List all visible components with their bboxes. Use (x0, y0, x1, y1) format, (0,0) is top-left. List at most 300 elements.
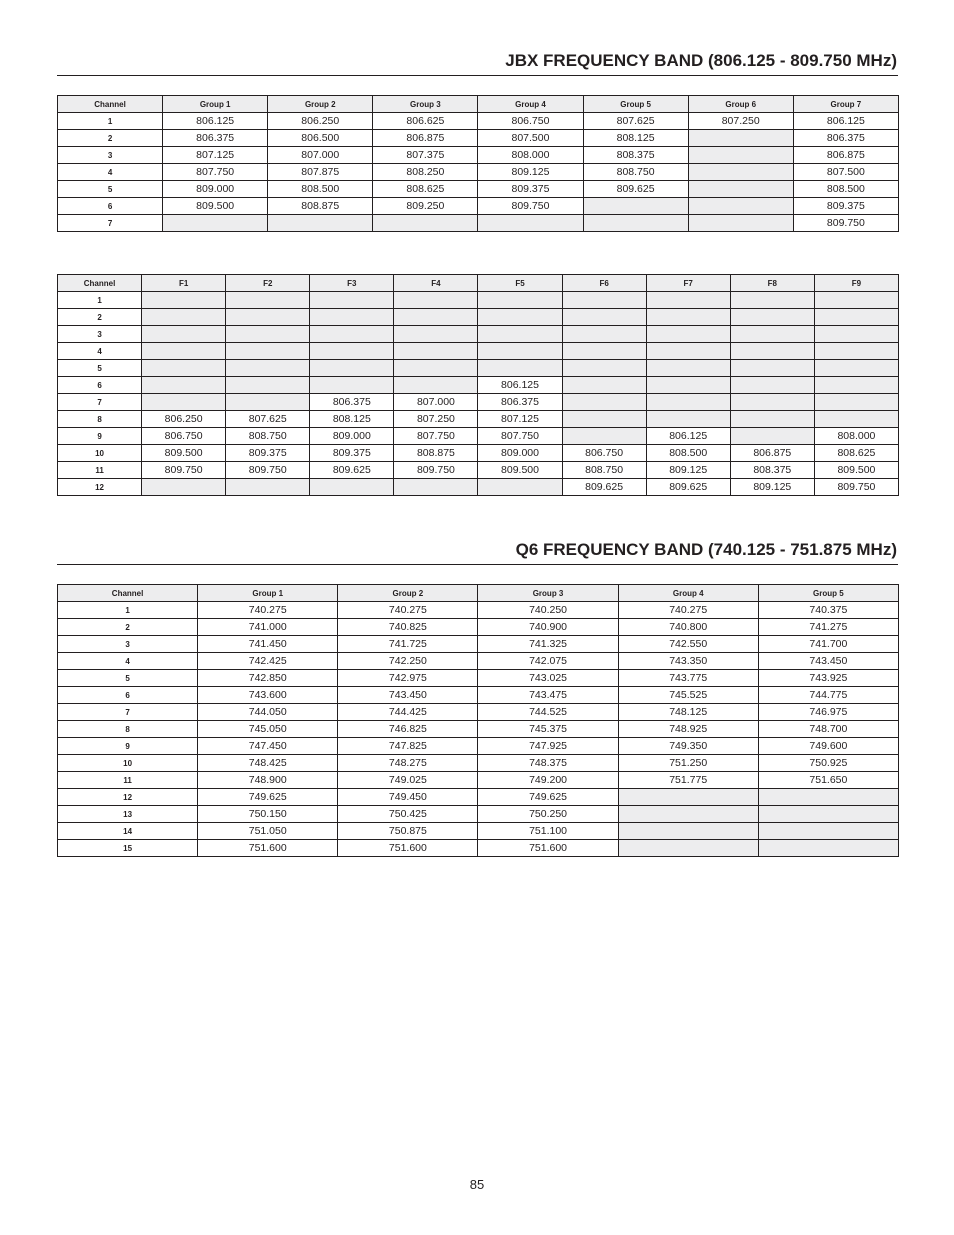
empty-cell (310, 292, 394, 309)
frequency-cell: 741.700 (758, 636, 898, 653)
channel-number: 3 (58, 147, 163, 164)
empty-cell (478, 360, 562, 377)
frequency-cell: 806.375 (163, 130, 268, 147)
empty-cell (688, 130, 793, 147)
frequency-cell: 808.625 (373, 181, 478, 198)
frequency-cell: 743.025 (478, 670, 618, 687)
frequency-cell: 740.275 (198, 602, 338, 619)
frequency-cell: 807.750 (163, 164, 268, 181)
empty-cell (730, 360, 814, 377)
jbx-group-table (57, 95, 899, 232)
frequency-cell: 806.875 (730, 445, 814, 462)
column-header: F6 (562, 275, 646, 292)
frequency-cell: 742.250 (338, 653, 478, 670)
table-row (58, 309, 899, 326)
empty-cell (646, 292, 730, 309)
channel-number: 13 (58, 806, 198, 823)
channel-number: 14 (58, 823, 198, 840)
frequency-cell: 806.125 (478, 377, 562, 394)
frequency-cell: 808.125 (583, 130, 688, 147)
frequency-cell: 742.075 (478, 653, 618, 670)
empty-cell (310, 479, 394, 496)
channel-number: 2 (58, 309, 142, 326)
empty-cell (226, 394, 310, 411)
frequency-cell: 743.350 (618, 653, 758, 670)
frequency-cell: 806.750 (562, 445, 646, 462)
frequency-cell: 807.500 (793, 164, 898, 181)
column-header: Group 3 (478, 585, 618, 602)
channel-number: 7 (58, 394, 142, 411)
empty-cell (730, 411, 814, 428)
frequency-cell: 750.150 (198, 806, 338, 823)
empty-cell (478, 215, 583, 232)
empty-cell (646, 411, 730, 428)
frequency-cell: 809.750 (478, 198, 583, 215)
frequency-cell: 806.125 (793, 113, 898, 130)
column-header: F4 (394, 275, 478, 292)
empty-cell (618, 789, 758, 806)
empty-cell (730, 326, 814, 343)
empty-cell (226, 479, 310, 496)
frequency-cell: 809.750 (814, 479, 898, 496)
frequency-cell: 807.000 (268, 147, 373, 164)
column-header: Group 2 (268, 96, 373, 113)
column-header: F8 (730, 275, 814, 292)
frequency-cell: 745.525 (618, 687, 758, 704)
frequency-cell: 809.750 (793, 215, 898, 232)
frequency-cell: 748.925 (618, 721, 758, 738)
empty-cell (562, 309, 646, 326)
frequency-cell: 743.775 (618, 670, 758, 687)
frequency-cell: 806.375 (478, 394, 562, 411)
frequency-cell: 751.600 (338, 840, 478, 857)
frequency-cell: 809.750 (226, 462, 310, 479)
empty-cell (562, 292, 646, 309)
frequency-cell: 809.500 (142, 445, 226, 462)
empty-cell (142, 343, 226, 360)
empty-cell (730, 309, 814, 326)
empty-cell (142, 326, 226, 343)
frequency-cell: 742.850 (198, 670, 338, 687)
frequency-cell: 806.875 (373, 130, 478, 147)
frequency-cell: 806.250 (142, 411, 226, 428)
column-header: Group 1 (198, 585, 338, 602)
column-header: F3 (310, 275, 394, 292)
frequency-cell: 809.500 (163, 198, 268, 215)
channel-number: 4 (58, 653, 198, 670)
frequency-cell: 807.125 (478, 411, 562, 428)
jbx-title-rule (57, 75, 898, 76)
empty-cell (142, 394, 226, 411)
empty-cell (142, 292, 226, 309)
frequency-cell: 751.775 (618, 772, 758, 789)
frequency-cell: 808.625 (814, 445, 898, 462)
frequency-cell: 744.425 (338, 704, 478, 721)
frequency-cell: 807.375 (373, 147, 478, 164)
frequency-cell: 741.275 (758, 619, 898, 636)
table-row (58, 377, 899, 394)
channel-number: 6 (58, 377, 142, 394)
empty-cell (730, 343, 814, 360)
empty-cell (562, 394, 646, 411)
frequency-cell: 747.450 (198, 738, 338, 755)
empty-cell (478, 326, 562, 343)
channel-number: 1 (58, 113, 163, 130)
table-row (58, 755, 899, 772)
frequency-cell: 809.625 (562, 479, 646, 496)
channel-number: 12 (58, 789, 198, 806)
frequency-cell: 808.500 (268, 181, 373, 198)
frequency-cell: 807.000 (394, 394, 478, 411)
frequency-cell: 806.750 (142, 428, 226, 445)
table-row (58, 602, 899, 619)
frequency-cell: 807.750 (394, 428, 478, 445)
channel-number: 9 (58, 428, 142, 445)
empty-cell (814, 360, 898, 377)
frequency-cell: 806.875 (793, 147, 898, 164)
empty-cell (394, 326, 478, 343)
table-row (58, 687, 899, 704)
frequency-cell: 749.450 (338, 789, 478, 806)
column-header: Group 3 (373, 96, 478, 113)
empty-cell (373, 215, 478, 232)
channel-column-header: Channel (58, 585, 198, 602)
table-row (58, 164, 899, 181)
table-row (58, 619, 899, 636)
table-row (58, 789, 899, 806)
empty-cell (688, 198, 793, 215)
frequency-cell: 740.275 (618, 602, 758, 619)
column-header: Group 5 (758, 585, 898, 602)
column-header: F9 (814, 275, 898, 292)
empty-cell (394, 292, 478, 309)
empty-cell (618, 823, 758, 840)
channel-number: 12 (58, 479, 142, 496)
table-row (58, 670, 899, 687)
channel-number: 1 (58, 602, 198, 619)
channel-column-header: Channel (58, 96, 163, 113)
empty-cell (562, 343, 646, 360)
empty-cell (814, 292, 898, 309)
empty-cell (142, 360, 226, 377)
frequency-cell: 809.125 (478, 164, 583, 181)
frequency-cell: 806.375 (793, 130, 898, 147)
channel-number: 9 (58, 738, 198, 755)
channel-number: 5 (58, 181, 163, 198)
channel-number: 10 (58, 755, 198, 772)
empty-cell (310, 326, 394, 343)
frequency-cell: 808.375 (583, 147, 688, 164)
channel-number: 6 (58, 198, 163, 215)
frequency-cell: 808.375 (730, 462, 814, 479)
frequency-cell: 808.750 (583, 164, 688, 181)
frequency-cell: 744.775 (758, 687, 898, 704)
channel-number: 7 (58, 704, 198, 721)
empty-cell (562, 326, 646, 343)
empty-cell (814, 394, 898, 411)
table-row (58, 292, 899, 309)
frequency-cell: 743.475 (478, 687, 618, 704)
frequency-cell: 809.125 (730, 479, 814, 496)
frequency-cell: 808.875 (394, 445, 478, 462)
frequency-cell: 749.625 (198, 789, 338, 806)
frequency-cell: 740.800 (618, 619, 758, 636)
empty-cell (478, 292, 562, 309)
frequency-cell: 806.500 (268, 130, 373, 147)
empty-cell (688, 181, 793, 198)
empty-cell (562, 360, 646, 377)
frequency-cell: 808.500 (646, 445, 730, 462)
channel-number: 5 (58, 670, 198, 687)
empty-cell (646, 360, 730, 377)
frequency-cell: 751.600 (478, 840, 618, 857)
table-row (58, 147, 899, 164)
frequency-cell: 743.925 (758, 670, 898, 687)
frequency-cell: 743.450 (338, 687, 478, 704)
frequency-cell: 740.825 (338, 619, 478, 636)
frequency-cell: 808.125 (310, 411, 394, 428)
empty-cell (758, 823, 898, 840)
table-row (58, 181, 899, 198)
table-row (58, 445, 899, 462)
frequency-cell: 806.125 (163, 113, 268, 130)
frequency-cell: 744.050 (198, 704, 338, 721)
frequency-cell: 809.250 (373, 198, 478, 215)
column-header: Group 7 (793, 96, 898, 113)
frequency-cell: 748.425 (198, 755, 338, 772)
table-row (58, 462, 899, 479)
empty-cell (646, 309, 730, 326)
empty-cell (618, 840, 758, 857)
empty-cell (562, 377, 646, 394)
channel-number: 6 (58, 687, 198, 704)
frequency-cell: 751.050 (198, 823, 338, 840)
empty-cell (730, 394, 814, 411)
channel-number: 2 (58, 130, 163, 147)
table-row (58, 130, 899, 147)
frequency-cell: 748.900 (198, 772, 338, 789)
frequency-cell: 808.000 (814, 428, 898, 445)
empty-cell (730, 292, 814, 309)
frequency-cell: 740.250 (478, 602, 618, 619)
frequency-cell: 750.425 (338, 806, 478, 823)
frequency-cell: 806.125 (646, 428, 730, 445)
table-header-row (58, 275, 899, 292)
q6-group-table (57, 584, 899, 857)
frequency-cell: 743.450 (758, 653, 898, 670)
empty-cell (478, 343, 562, 360)
frequency-cell: 808.750 (226, 428, 310, 445)
channel-number: 8 (58, 411, 142, 428)
empty-cell (226, 360, 310, 377)
frequency-cell: 747.925 (478, 738, 618, 755)
frequency-cell: 809.125 (646, 462, 730, 479)
empty-cell (814, 326, 898, 343)
frequency-cell: 808.750 (562, 462, 646, 479)
table-row (58, 411, 899, 428)
empty-cell (646, 326, 730, 343)
table-row (58, 198, 899, 215)
frequency-cell: 741.725 (338, 636, 478, 653)
empty-cell (142, 479, 226, 496)
frequency-cell: 808.000 (478, 147, 583, 164)
empty-cell (646, 343, 730, 360)
frequency-cell: 741.000 (198, 619, 338, 636)
frequency-cell: 742.975 (338, 670, 478, 687)
frequency-cell: 807.250 (394, 411, 478, 428)
frequency-cell: 809.000 (478, 445, 562, 462)
table-row (58, 823, 899, 840)
channel-number: 2 (58, 619, 198, 636)
frequency-cell: 808.875 (268, 198, 373, 215)
frequency-cell: 742.550 (618, 636, 758, 653)
channel-number: 11 (58, 772, 198, 789)
table-row (58, 215, 899, 232)
table-row (58, 394, 899, 411)
empty-cell (618, 806, 758, 823)
table-row (58, 653, 899, 670)
frequency-cell: 750.250 (478, 806, 618, 823)
empty-cell (730, 428, 814, 445)
empty-cell (758, 806, 898, 823)
frequency-cell: 751.650 (758, 772, 898, 789)
table-row (58, 636, 899, 653)
frequency-cell: 809.625 (646, 479, 730, 496)
empty-cell (646, 394, 730, 411)
frequency-cell: 751.250 (618, 755, 758, 772)
empty-cell (562, 428, 646, 445)
channel-number: 7 (58, 215, 163, 232)
empty-cell (142, 309, 226, 326)
channel-number: 4 (58, 164, 163, 181)
frequency-cell: 809.750 (394, 462, 478, 479)
table-row (58, 721, 899, 738)
column-header: Group 6 (688, 96, 793, 113)
table-header-row (58, 96, 899, 113)
empty-cell (758, 789, 898, 806)
jbx-band-title: JBX FREQUENCY BAND (806.125 - 809.750 MHz) (505, 51, 897, 70)
frequency-cell: 806.250 (268, 113, 373, 130)
frequency-cell: 748.700 (758, 721, 898, 738)
frequency-cell: 749.025 (338, 772, 478, 789)
empty-cell (562, 411, 646, 428)
frequency-cell: 807.875 (268, 164, 373, 181)
frequency-cell: 740.275 (338, 602, 478, 619)
empty-cell (814, 411, 898, 428)
frequency-cell: 809.625 (310, 462, 394, 479)
empty-cell (814, 377, 898, 394)
empty-cell (758, 840, 898, 857)
frequency-cell: 807.625 (583, 113, 688, 130)
frequency-cell: 741.450 (198, 636, 338, 653)
frequency-cell: 750.925 (758, 755, 898, 772)
frequency-cell: 807.500 (478, 130, 583, 147)
frequency-cell: 749.200 (478, 772, 618, 789)
table-row (58, 360, 899, 377)
channel-number: 4 (58, 343, 142, 360)
frequency-cell: 750.875 (338, 823, 478, 840)
table-row (58, 806, 899, 823)
empty-cell (394, 309, 478, 326)
empty-cell (688, 147, 793, 164)
q6-title-rule (57, 564, 898, 565)
empty-cell (394, 360, 478, 377)
empty-cell (730, 377, 814, 394)
channel-number: 5 (58, 360, 142, 377)
frequency-cell: 808.500 (793, 181, 898, 198)
frequency-cell: 749.625 (478, 789, 618, 806)
column-header: Group 5 (583, 96, 688, 113)
table-row (58, 479, 899, 496)
table-row (58, 840, 899, 857)
empty-cell (394, 479, 478, 496)
empty-cell (478, 309, 562, 326)
channel-number: 11 (58, 462, 142, 479)
frequency-cell: 746.975 (758, 704, 898, 721)
frequency-cell: 809.500 (814, 462, 898, 479)
column-header: Group 1 (163, 96, 268, 113)
table-row (58, 113, 899, 130)
frequency-cell: 809.625 (583, 181, 688, 198)
frequency-cell: 743.600 (198, 687, 338, 704)
column-header: Group 4 (618, 585, 758, 602)
frequency-cell: 807.250 (688, 113, 793, 130)
jbx-frequency-table (57, 274, 899, 496)
column-header: Group 4 (478, 96, 583, 113)
empty-cell (688, 215, 793, 232)
frequency-cell: 741.325 (478, 636, 618, 653)
frequency-cell: 809.750 (142, 462, 226, 479)
empty-cell (226, 326, 310, 343)
frequency-cell: 809.000 (163, 181, 268, 198)
frequency-cell: 806.375 (310, 394, 394, 411)
frequency-cell: 809.375 (793, 198, 898, 215)
empty-cell (310, 309, 394, 326)
frequency-cell: 809.500 (478, 462, 562, 479)
empty-cell (478, 479, 562, 496)
empty-cell (142, 377, 226, 394)
channel-number: 10 (58, 445, 142, 462)
frequency-cell: 809.375 (310, 445, 394, 462)
table-row (58, 772, 899, 789)
empty-cell (310, 343, 394, 360)
table-row (58, 704, 899, 721)
frequency-cell: 745.050 (198, 721, 338, 738)
empty-cell (226, 309, 310, 326)
frequency-cell: 807.125 (163, 147, 268, 164)
frequency-cell: 749.350 (618, 738, 758, 755)
column-header: F5 (478, 275, 562, 292)
channel-number: 15 (58, 840, 198, 857)
empty-cell (394, 343, 478, 360)
empty-cell (226, 292, 310, 309)
frequency-cell: 748.275 (338, 755, 478, 772)
frequency-cell: 749.600 (758, 738, 898, 755)
frequency-cell: 809.000 (310, 428, 394, 445)
column-header: F1 (142, 275, 226, 292)
empty-cell (310, 360, 394, 377)
frequency-cell: 748.375 (478, 755, 618, 772)
empty-cell (226, 377, 310, 394)
channel-column-header: Channel (58, 275, 142, 292)
frequency-cell: 751.100 (478, 823, 618, 840)
frequency-cell: 748.125 (618, 704, 758, 721)
column-header: F7 (646, 275, 730, 292)
empty-cell (163, 215, 268, 232)
table-row (58, 738, 899, 755)
q6-band-title: Q6 FREQUENCY BAND (740.125 - 751.875 MHz) (515, 540, 897, 559)
empty-cell (226, 343, 310, 360)
